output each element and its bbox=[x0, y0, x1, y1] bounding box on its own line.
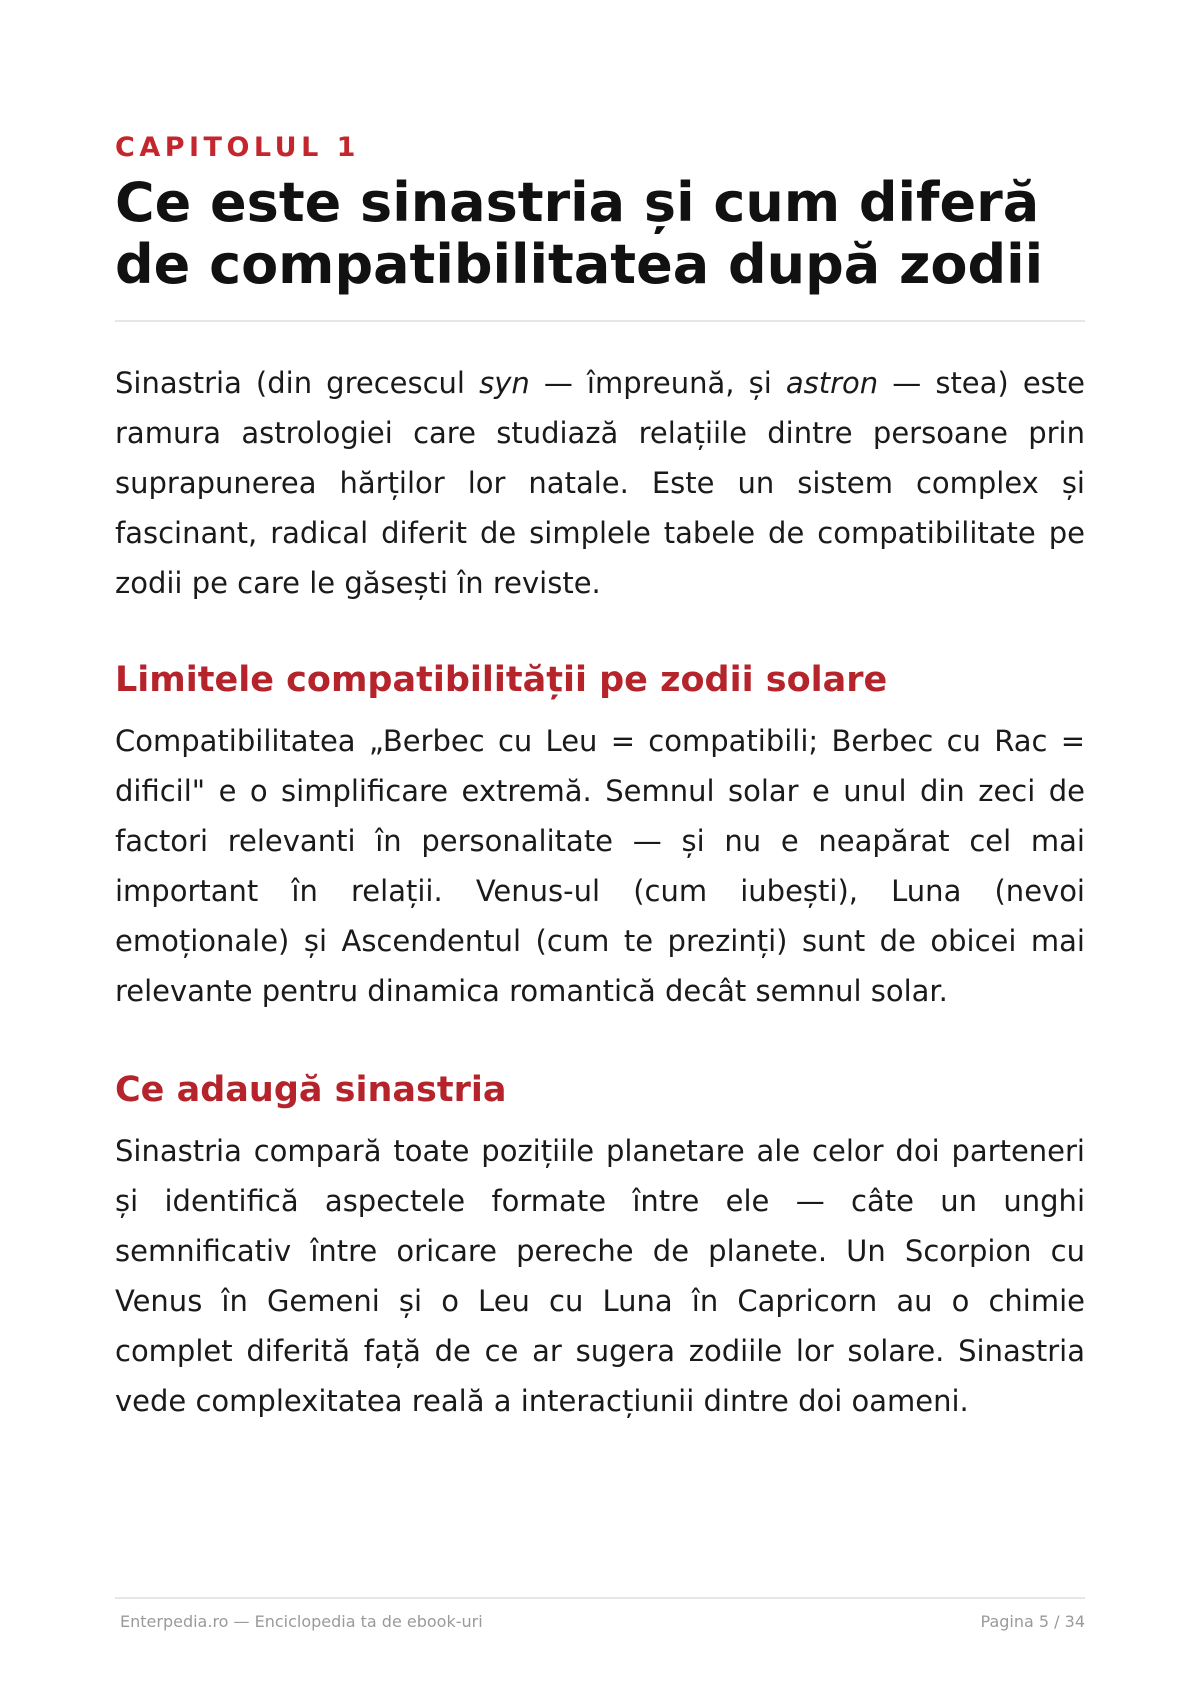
intro-term-syn: syn bbox=[479, 366, 530, 400]
page-content bbox=[115, 128, 1085, 1426]
intro-term-astron: astron bbox=[785, 366, 879, 400]
section-heading-synastry: Ce adaugă sinastria bbox=[115, 1070, 507, 1110]
chapter-label: CAPITOLUL 1 bbox=[115, 132, 360, 163]
section-heading-limits: Limitele compatibilității pe zodii solare bbox=[115, 660, 888, 700]
intro-text-2: — împreună, și bbox=[529, 366, 786, 400]
section-body-synastry: Sinastria compară toate pozițiile planetare ale celor doi parteneri și identifică aspectele formate între ele — câte un unghi semnificativ între oricare pereche de planete. Un Scorpion cu Venus în Gemeni și o Leu cu Luna în Capricorn au o chimie complet diferită față de ce ar sugera zodiile lor solare. Sinastria vede complexitatea reală a interacțiunii dintre doi oameni. bbox=[115, 1134, 1085, 1418]
section-body-limits: Compatibilitatea „Berbec cu Leu = compatibili; Berbec cu Rac = dificil" e o simplificare extremă. Semnul solar e unul din zeci de factori relevanti în personalitate — și nu e neapărat cel mai important în relații. Venus-ul (cum iubești), Luna (nevoi emoționale) și Ascendentul (cum te prezinți) sunt de obicei mai relevante pentru dinamica romantică decât semnul solar. bbox=[115, 724, 1085, 1008]
chapter-title-line-2: de compatibilitatea după zodii bbox=[115, 233, 1044, 296]
intro-paragraph bbox=[115, 358, 1085, 608]
footer-site-credit: Enterpedia.ro — Enciclopedia ta de ebook-uri bbox=[120, 1612, 483, 1631]
chapter-title-line-1: Ce este sinastria și cum diferă bbox=[115, 171, 1040, 234]
chapter-title bbox=[115, 172, 1085, 296]
footer-divider bbox=[115, 1597, 1085, 1599]
intro-text-1: Sinastria (din grecescul bbox=[115, 366, 480, 400]
title-divider bbox=[115, 320, 1085, 322]
footer-page-number: Pagina 5 / 34 bbox=[980, 1612, 1085, 1631]
intro-text-3: — stea) este ramura astrologiei care studiază relațiile dintre persoane prin suprapunerea hărților lor natale. Este un sistem complex și fascinant, radical diferit de simplele tabele de compatibilitate pe zodii pe care le găsești în reviste. bbox=[115, 366, 1085, 600]
